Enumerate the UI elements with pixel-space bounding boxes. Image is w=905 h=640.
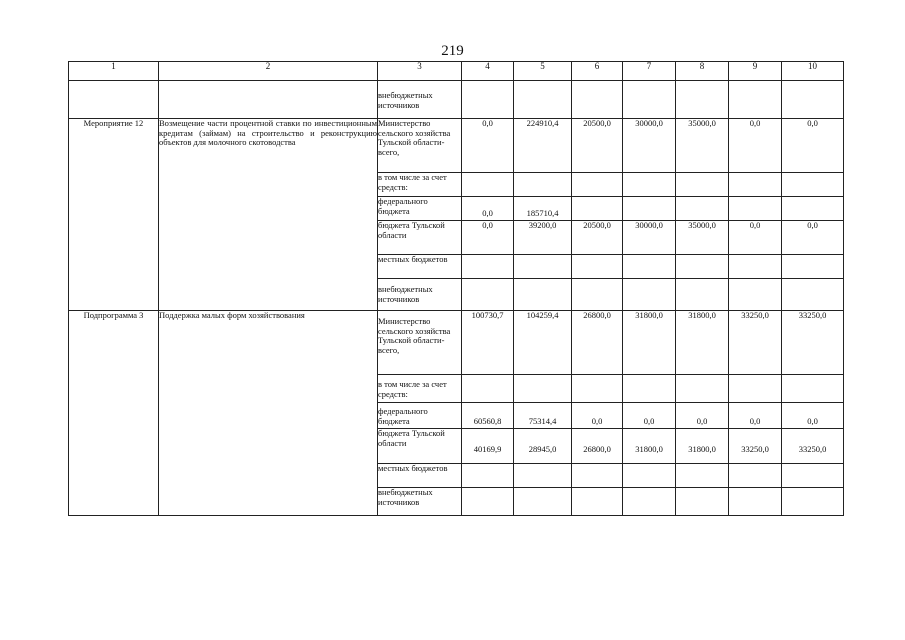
header-cell: 7 [623, 62, 676, 81]
value-cell: 75314,4 [514, 403, 572, 429]
value-cell [623, 279, 676, 311]
value-cell [462, 81, 514, 119]
value-cell [729, 81, 782, 119]
value-cell [572, 173, 623, 197]
value-cell: 0,0 [462, 197, 514, 221]
description-text: Поддержка малых форм хозяйствования [159, 310, 305, 320]
value-cell [623, 375, 676, 403]
header-cell: 2 [159, 62, 378, 81]
value-cell: 0,0 [462, 119, 514, 173]
value-cell: 20500,0 [572, 119, 623, 173]
value-cell [572, 255, 623, 279]
funding-source: местных бюджетов [378, 464, 462, 488]
value-cell [782, 173, 844, 197]
page-number: 219 [441, 43, 464, 59]
value-cell [623, 197, 676, 221]
value-cell: 0,0 [782, 221, 844, 255]
header-cell: 9 [729, 62, 782, 81]
value-cell [623, 255, 676, 279]
value-cell: 33250,0 [782, 429, 844, 464]
funding-source: федерального бюджета [378, 403, 462, 429]
value-cell [676, 375, 729, 403]
empty-cell [159, 81, 378, 119]
value-cell [782, 81, 844, 119]
value-cell: 104259,4 [514, 311, 572, 375]
value-cell: 0,0 [623, 403, 676, 429]
value-cell [462, 488, 514, 516]
value-cell: 33250,0 [729, 311, 782, 375]
funding-source: бюджета Тульской области [378, 221, 462, 255]
value-cell: 0,0 [572, 403, 623, 429]
subprogram-description [159, 311, 378, 516]
value-cell [623, 81, 676, 119]
value-cell: 30000,0 [623, 119, 676, 173]
value-cell [676, 255, 729, 279]
value-cell: 26800,0 [572, 429, 623, 464]
value-cell [729, 255, 782, 279]
value-cell [572, 464, 623, 488]
value-cell: 60560,8 [462, 403, 514, 429]
funding-source: внебюджетных источников [378, 279, 462, 311]
value-cell [782, 464, 844, 488]
value-cell: 0,0 [462, 221, 514, 255]
value-cell [514, 279, 572, 311]
value-cell: 35000,0 [676, 221, 729, 255]
value-cell: 28945,0 [514, 429, 572, 464]
value-cell: 31800,0 [676, 311, 729, 375]
value-cell: 35000,0 [676, 119, 729, 173]
value-cell [782, 375, 844, 403]
value-cell [729, 173, 782, 197]
header-cell: 5 [514, 62, 572, 81]
value-cell: 26800,0 [572, 311, 623, 375]
funding-source: в том числе за счет средств: [378, 173, 462, 197]
value-cell: 0,0 [729, 119, 782, 173]
measure-label: Мероприятие 12 [69, 119, 159, 311]
value-cell [572, 81, 623, 119]
value-cell [462, 375, 514, 403]
value-cell [676, 81, 729, 119]
value-cell: 30000,0 [623, 221, 676, 255]
funding-source: внебюджетных источников [378, 488, 462, 516]
value-cell [514, 173, 572, 197]
value-cell [462, 279, 514, 311]
measure-description [159, 119, 378, 311]
value-cell [462, 173, 514, 197]
value-cell: 39200,0 [514, 221, 572, 255]
value-cell: 100730,7 [462, 311, 514, 375]
header-cell: 1 [69, 62, 159, 81]
header-cell: 3 [378, 62, 462, 81]
value-cell [572, 488, 623, 516]
value-cell: 0,0 [729, 221, 782, 255]
empty-cell [69, 81, 159, 119]
value-cell [782, 279, 844, 311]
value-cell: 31800,0 [623, 429, 676, 464]
value-cell [623, 464, 676, 488]
value-cell [676, 197, 729, 221]
header-cell: 10 [782, 62, 844, 81]
value-cell [462, 464, 514, 488]
value-cell: 33250,0 [729, 429, 782, 464]
value-cell: 185710,4 [514, 197, 572, 221]
value-cell [676, 488, 729, 516]
funding-source: бюджета Тульской области [378, 429, 462, 464]
header-cell: 6 [572, 62, 623, 81]
table-row [69, 119, 844, 173]
funding-source: в том числе за счет средств: [378, 375, 462, 403]
subprogram-label: Подпрограмма 3 [69, 311, 159, 516]
value-cell [782, 197, 844, 221]
value-cell [676, 279, 729, 311]
value-cell [514, 81, 572, 119]
value-cell [676, 173, 729, 197]
value-cell [514, 488, 572, 516]
value-cell: 40169,9 [462, 429, 514, 464]
value-cell [782, 488, 844, 516]
value-cell [514, 255, 572, 279]
funding-source: федерального бюджета [378, 197, 462, 221]
table-row [69, 81, 844, 119]
value-cell [623, 488, 676, 516]
value-cell [729, 488, 782, 516]
value-cell [676, 464, 729, 488]
value-cell: 224910,4 [514, 119, 572, 173]
header-row [69, 62, 844, 81]
value-cell [572, 375, 623, 403]
header-cell: 4 [462, 62, 514, 81]
value-cell [572, 279, 623, 311]
budget-table [68, 61, 844, 516]
value-cell [729, 375, 782, 403]
value-cell: 31800,0 [623, 311, 676, 375]
funding-source: Министерство сельского хозяйства Тульской области- всего, [378, 311, 462, 375]
funding-source: Министерство сельского хозяйства Тульской области- всего, [378, 119, 462, 173]
value-cell: 20500,0 [572, 221, 623, 255]
value-cell [782, 255, 844, 279]
value-cell [514, 464, 572, 488]
value-cell: 33250,0 [782, 311, 844, 375]
value-cell [514, 375, 572, 403]
value-cell [729, 464, 782, 488]
value-cell [729, 279, 782, 311]
value-cell [572, 197, 623, 221]
value-cell [462, 255, 514, 279]
value-cell [729, 197, 782, 221]
value-cell: 31800,0 [676, 429, 729, 464]
funding-source: внебюджетных источников [378, 81, 462, 119]
table-row [69, 311, 844, 375]
funding-source: местных бюджетов [378, 255, 462, 279]
value-cell [623, 173, 676, 197]
header-cell: 8 [676, 62, 729, 81]
value-cell: 0,0 [782, 403, 844, 429]
description-text: Возмещение части процентной ставки по инвестиционным кредитам (займам) на строительство и реконструкцию объектов для молочного скотоводства [159, 118, 377, 147]
value-cell: 0,0 [729, 403, 782, 429]
value-cell: 0,0 [676, 403, 729, 429]
value-cell: 0,0 [782, 119, 844, 173]
